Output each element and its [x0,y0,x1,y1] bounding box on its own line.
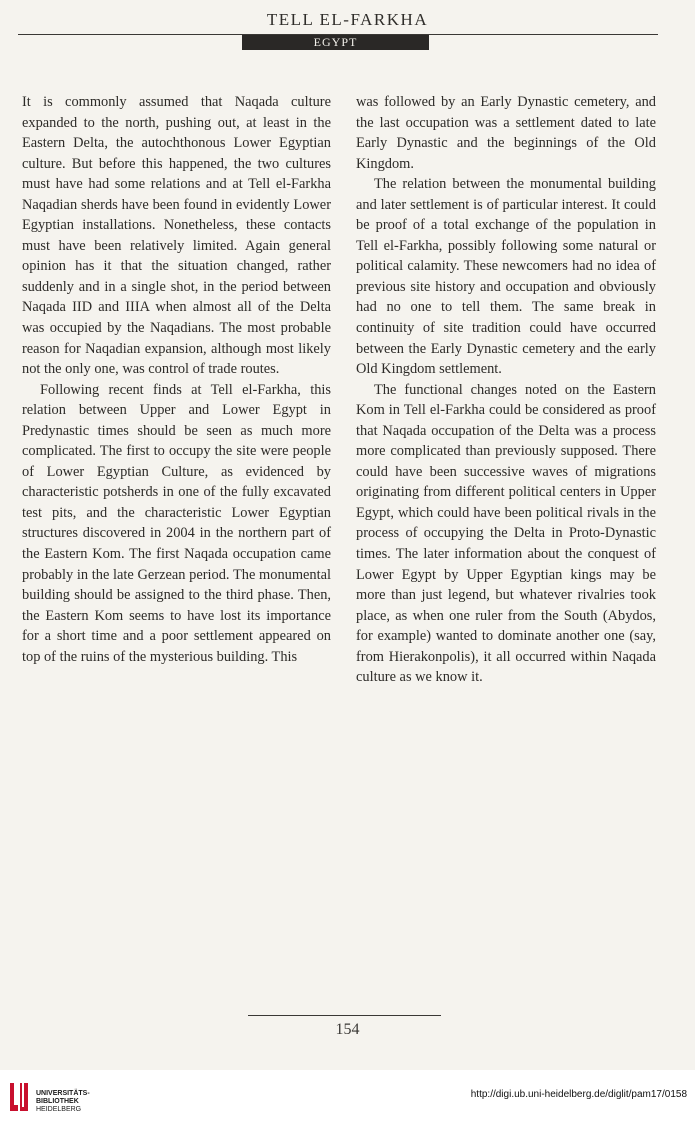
library-name-line: HEIDELBERG [36,1106,82,1113]
section-label: EGYPT [242,35,429,50]
running-title: TELL EL-FARKHA [266,10,429,29]
left-text-column [22,92,331,667]
paragraph: The functional changes noted on the Eastern Kom in Tell el-Farkha could be considered as proof that Naqada occupation of the Delta was a process more complicated than previously supposed. There could have been successive waves of migrations originating from different political centers in Upper Egypt, which could have been political rivals in the process of occupying the Delta in Proto-Dynastic times. The later information about the conquest of Lower Egypt by Upper Egyptian kings may be more than just legend, but whatever rivalries took place, as when one ruler from the South (Abydos, for example) wanted to dominate another one (say, from Hierakonpolis), it all occurred within Naqada culture as we know it. [356,381,656,686]
library-name-line: UNIVERSITÄTS- [36,1090,90,1097]
right-text-column [356,92,656,688]
paragraph: It is commonly assumed that Naqada culture expanded to the north, pushing out, at least in the Eastern Delta, the autochthonous Lower Egyptian culture. But before this happened, the two cultures must have had some relations and at Tell el-Farkha Naqadian sherds have been found in evidently Lower Egyptian installations. Nonetheless, these contacts must have been relatively limited. Again general opinion has it that the situation changed, rather suddenly and in a single shot, in the period between Naqada IID and IIIA when almost all of the Delta was occupied by the Naqadians. The most probable reason for Naqadian expansion, although most likely not the only one, was control of trade routes. [22,94,331,378]
paragraph: The relation between the monumental building and later settlement is of particular interest. It could be proof of a total exchange of the population in Tell el-Farkha, possibly following some natural or political calamity. These newcomers had no idea of previous site history and occupation and obviously had no one to tell them. The same break in continuity of site tradition could have occurred between the Early Dynastic cemetery and the early Old Kingdom settlement. [356,176,656,378]
paragraph: Following recent finds at Tell el-Farkha, this relation between Upper and Lower Egypt in Predynastic times should be seen as much more complicated. The first to occupy the site were people of Lower Egyptian Culture, as evidenced by characteristic potsherds in one of the fully excavated test pits, and the characteristic Lower Egyptian structures discovered in 2004 in the northern part of the Eastern Kom. The first Naqada occupation came probably in the late Gerzean period. The monumental building should be assigned to the third phase. Then, the Eastern Kom seems to have lost its importance for a short time and a poor settlement appeared on top of the ruins of the mysterious building. This [22,381,331,665]
source-url-link[interactable]: http://digi.ub.uni-heidelberg.de/diglit/pam17/0158 [470,1089,687,1100]
ub-heidelberg-logo-icon[interactable] [8,1081,30,1115]
page-number: 154 [335,1021,360,1038]
library-name-line: BIBLIOTHEK [36,1098,79,1105]
paragraph: was followed by an Early Dynastic cemetery, and the last occupation was a settlement dated to late Early Dynastic and the beginnings of the Old Kingdom. [356,94,656,172]
footer-rule [248,1015,441,1016]
library-name[interactable] [36,1090,90,1114]
